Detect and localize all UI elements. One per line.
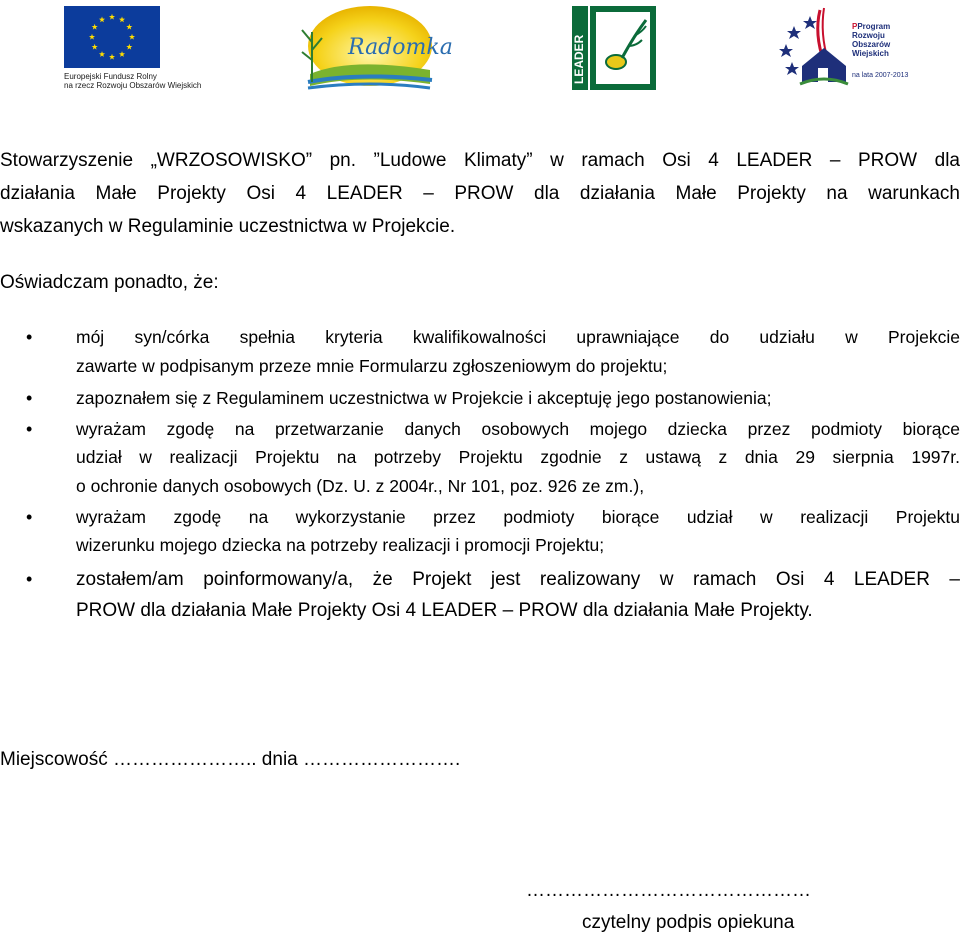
declaration-list [0,323,960,626]
eu-caption-line1: Europejski Fundusz Rolny [64,72,157,81]
eu-caption-line2: na rzecz Rozwoju Obszarów Wiejskich [64,81,202,90]
item-line: udział w realizacji Projektu na potrzeby Projektu zgodnie z ustawą z dnia 29 sierpnia 1997r. [76,447,960,468]
list-item [0,323,960,380]
list-item [0,564,960,626]
item-line: zostałem/am poinformowany/a, że Projekt jest realizowany w ramach Osi 4 LEADER – [76,568,960,590]
eu-stars-icon [64,6,160,68]
eu-flag [64,6,160,68]
signature-dots: ……………………………………… [526,880,811,901]
item-line: PROW dla działania Małe Projekty Osi 4 LEADER – PROW dla działania Małe Projekty. [76,599,813,621]
leader-emblem-icon [572,6,656,90]
prow-line4: Wiejskich [852,49,889,58]
item-line: zapoznałem się z Regulaminem uczestnictwa w Projekcie i akceptuję jego postanowienia; [76,388,772,409]
intro-line-3: wskazanych w Regulaminie uczestnictwa w Projekcie. [0,216,456,237]
leader-logo [572,6,656,90]
signature-label: czytelny podpis opiekuna [582,912,795,933]
place-date-line: Miejscowość ………………….. dnia ……………………. [0,749,461,770]
item-line: mój syn/córka spełnia kryteria kwalifikowalności uprawniające do udziału w Projekcie [76,327,960,347]
prow-name: PProgram Rozwoju Obszarów Wiejskich [852,22,891,58]
bullet-icon: • [26,418,33,439]
prow-year: na lata 2007-2013 [852,72,909,79]
prow-line1: Program [857,22,891,31]
eu-flag-logo [64,6,202,90]
list-item [0,503,960,560]
intro-line-2: działania Małe Projekty Osi 4 LEADER – PROW dla działania Małe Projekty na warunkach [0,183,960,204]
item-line: o ochronie danych osobowych (Dz. U. z 2004r., Nr 101, poz. 926 ze zm.), [76,475,645,496]
radomka-logo [290,2,453,92]
leader-text: LEADER [572,34,586,84]
bullet-icon: • [26,388,33,409]
radomka-text: Radomka [348,35,453,60]
list-item [0,415,960,501]
prow-line3: Obszarów [852,40,891,49]
logo-bar [0,0,960,100]
intro-line-1: Stowarzyszenie „WRZOSOWISKO” pn. ”Ludowe Klimaty” w ramach Osi 4 LEADER – PROW dla [0,150,960,171]
item-line: zawarte w podpisanym przeze mnie Formularzu zgłoszeniowym do projektu; [76,355,668,376]
bullet-icon: • [26,568,33,589]
radomka-emblem-icon [290,2,453,92]
item-line: wyrażam zgodę na przetwarzanie danych osobowych mojego dziecka przez podmioty biorące [76,418,960,439]
bullet-icon: • [26,506,33,527]
list-item [0,384,960,413]
item-line: wyrażam zgodę na wykorzystanie przez podmioty biorące udział w realizacji Projektu [76,506,960,527]
bullet-icon: • [26,327,33,347]
prow-emblem-icon [780,4,850,90]
intro-paragraph [0,144,960,243]
item-line: wizerunku mojego dziecka na potrzeby realizacji i promocji Projektu; [76,535,605,556]
declaration-heading: Oświadczam ponadto, że: [0,272,219,293]
prow-line2: Rozwoju [852,31,885,40]
prow-logo [780,4,940,90]
